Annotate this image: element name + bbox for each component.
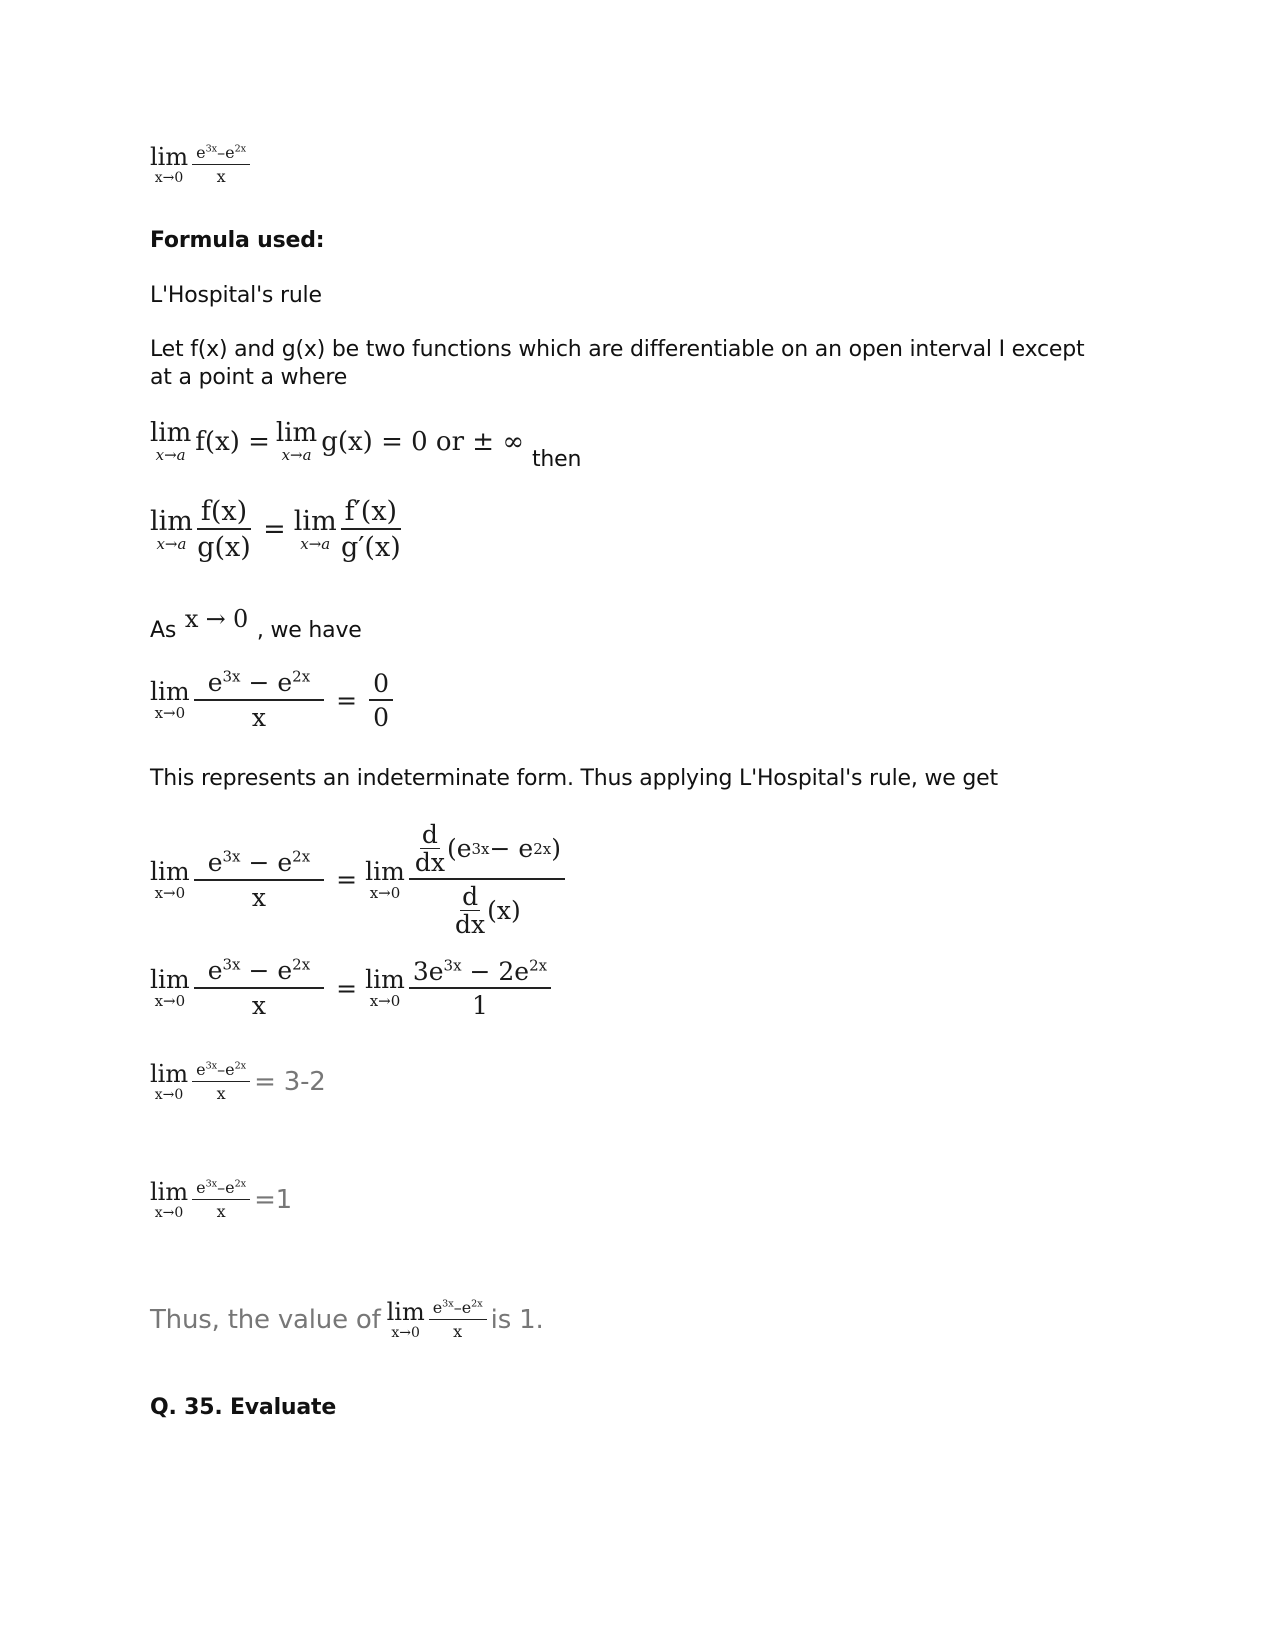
indeterminate-text: This represents an indeterminate form. Thus applying L'Hospital's rule, we get [150, 766, 998, 791]
conclusion-prefix: Thus, the value of [150, 1305, 381, 1335]
formula-used-heading: Formula used: [150, 228, 325, 253]
indeterminate-expression: lim x→0 $\frac{e^{3x} - e^{2x}}{x}$ = $\frac{0}{0}$ [150, 670, 397, 730]
as-label: As [150, 618, 177, 643]
rule-name: L'Hospital's rule [150, 283, 322, 308]
rule-statement: Let f(x) and g(x) be two functions which are differentiable on an open interval I except at a point a where [150, 337, 1085, 390]
rule-condition: lim x→a f(x) = lim x→a g(x) = 0 or ± ∞ then [150, 418, 582, 472]
result-value-3-2: = 3-2 [254, 1067, 326, 1097]
intro-limit-expression: lim x→0 $e^{3x}-e^{2x}$ x [150, 145, 254, 185]
as-x-tends-line [150, 605, 362, 643]
result-one: lim x→0 $\frac{e^{3x}-e^{2x}}{x}$ =1 [150, 1178, 293, 1221]
conclusion-suffix: is 1. [490, 1305, 544, 1335]
conclusion-line: Thus, the value of lim x→0 $e^{3x}-e^{2x}$ x is 1. [150, 1298, 544, 1341]
result-value-1: =1 [254, 1185, 293, 1215]
rule-formula: lim x→a $\frac{f(x)}{g(x)}$ = lim x→a f′(x) g′(x) [150, 496, 401, 563]
question-35-heading: Q. 35. Evaluate [150, 1395, 337, 1420]
result-3-minus-2: lim x→0 $\frac{e^{3x}-e^{2x}}{x}$ = 3-2 [150, 1060, 326, 1103]
we-have-label: , we have [256, 618, 362, 643]
then-label: then [532, 447, 582, 472]
derivative-step: lim x→0 $\frac{e^{3x} - e^{2x}}{x}$ = lim x→0 d dx (e 3x − e 2x ) d dx (x) [150, 822, 569, 937]
derived-expression: lim x→0 $\frac{e^{3x} - e^{2x}}{x}$ = lim x→0 $3e^{3x} - 2e^{2x}$ 1 [150, 958, 555, 1018]
as-math: x → 0 [184, 605, 249, 633]
